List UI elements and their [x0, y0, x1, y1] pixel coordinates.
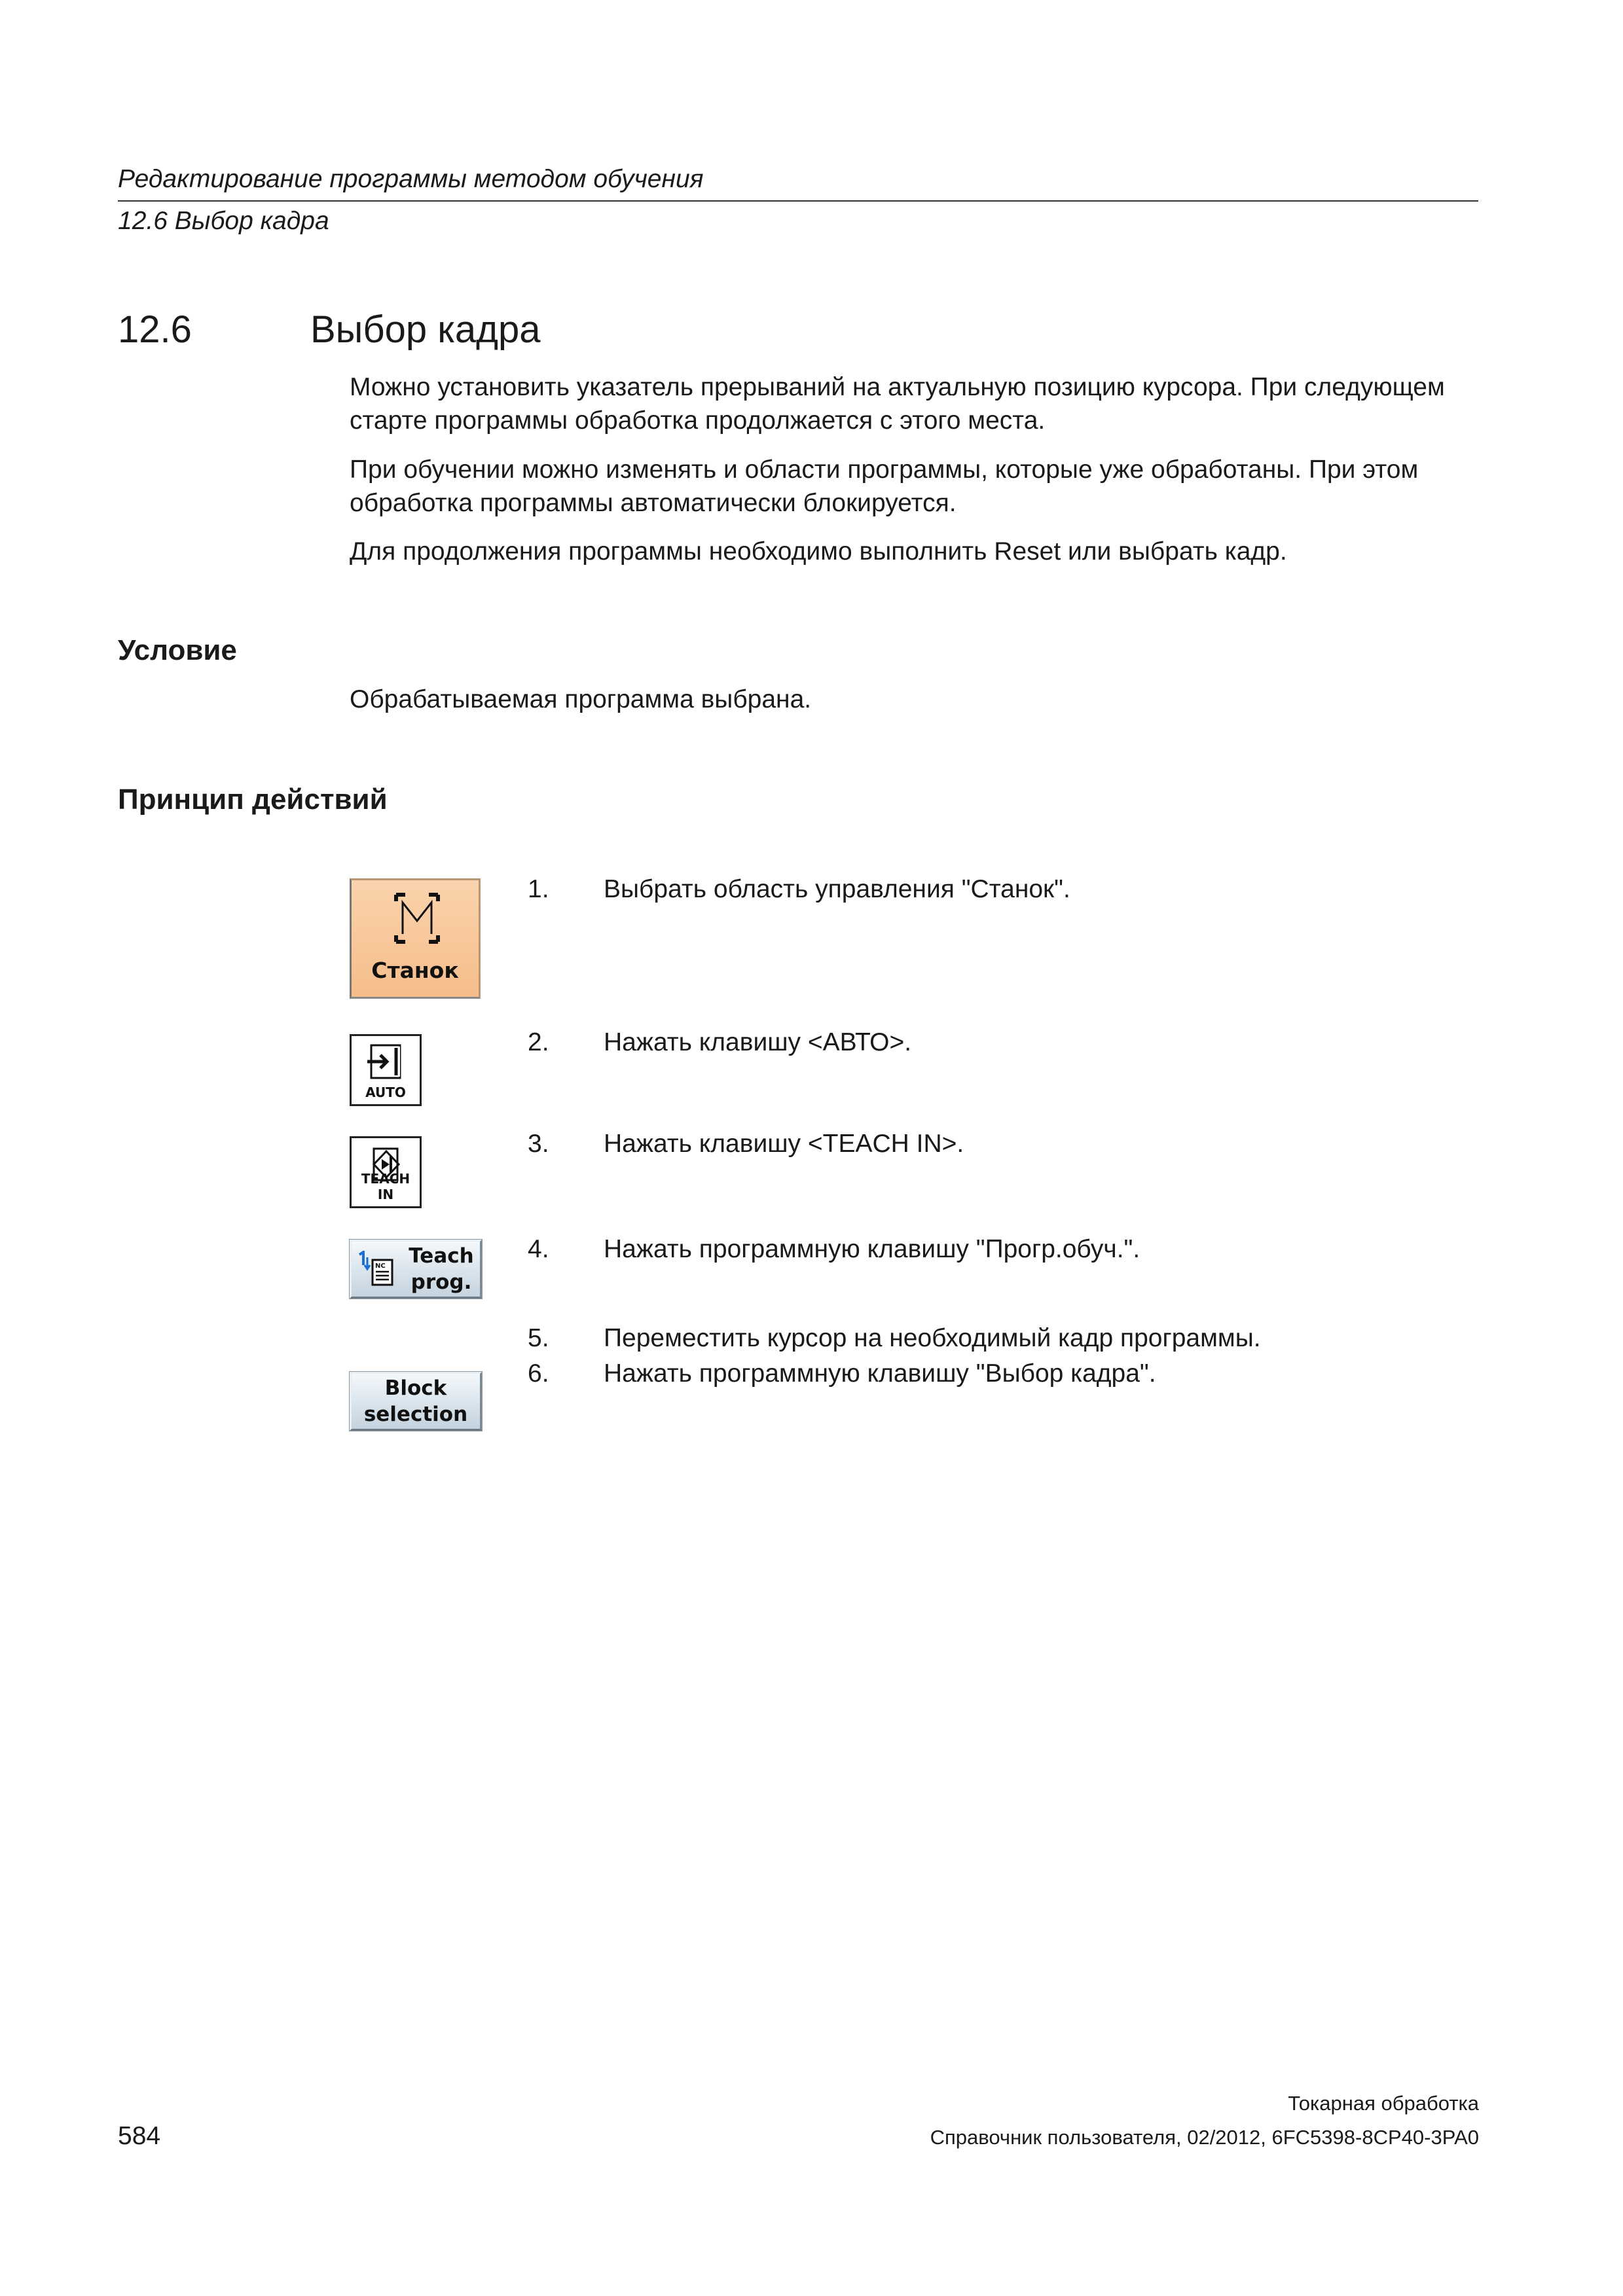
footer-manual-info: Справочник пользователя, 02/2012, 6FC5398-8CP40-3PA0 [930, 2126, 1479, 2149]
step-text-2: Нажать клавишу <АВТО>. [604, 1028, 912, 1056]
step-text-1: Выбрать область управления "Станок". [604, 875, 1070, 903]
nc-program-icon [358, 1251, 399, 1289]
condition-text: Обрабатываемая программа выбрана. [350, 685, 812, 713]
step-text-6: Нажать программную клавишу "Выбор кадра". [604, 1359, 1156, 1388]
page-number: 584 [118, 2122, 161, 2150]
step-number-3: 3. [528, 1130, 549, 1158]
intro-paragraph-1: Можно установить указатель прерываний на актуальную позицию курсора. При следующем старте программы обработка продолжается с этого места. [350, 373, 1445, 435]
footer-book-title: Токарная обработка [1288, 2092, 1479, 2115]
step-number-4: 4. [528, 1235, 549, 1263]
machine-key-label: Станок [371, 958, 459, 983]
block-selection-softkey[interactable] [350, 1372, 482, 1431]
step-number-2: 2. [528, 1028, 549, 1056]
machine-area-icon [393, 892, 441, 944]
step-number-5: 5. [528, 1324, 549, 1352]
auto-mode-icon [365, 1041, 407, 1082]
running-header-title: Редактирование программы методом обучения [118, 165, 704, 193]
step-number-6: 6. [528, 1359, 549, 1388]
teach-in-key[interactable] [350, 1136, 422, 1208]
running-header-section: 12.6 Выбор кадра [118, 207, 329, 235]
nc-badge: NC [375, 1263, 386, 1270]
condition-heading: Условие [118, 634, 237, 666]
header-rule [118, 200, 1478, 202]
intro-paragraph-3: Для продолжения программы необходимо выполнить Reset или выбрать кадр. [350, 537, 1287, 565]
teach-in-key-label: TEACH IN [361, 1171, 410, 1202]
procedure-heading: Принцип действий [118, 783, 388, 816]
machine-area-key[interactable] [350, 878, 481, 999]
step-text-5: Переместить курсор на необходимый кадр программы. [604, 1324, 1261, 1352]
auto-key-label: AUTO [365, 1085, 406, 1100]
step-text-4: Нажать программную клавишу "Прогр.обуч.". [604, 1235, 1140, 1263]
teach-prog-label: Teach prog. [409, 1244, 474, 1294]
section-number: 12.6 [118, 308, 192, 351]
teach-prog-softkey[interactable] [350, 1240, 482, 1299]
section-title: Выбор кадра [310, 308, 541, 351]
intro-paragraph-2: При обучении можно изменять и области программы, которые уже обработаны. При этом обработка программы автоматически блокируется. [350, 456, 1419, 517]
block-selection-label: Block selection [363, 1376, 468, 1426]
step-text-3: Нажать клавишу <TEACH IN>. [604, 1130, 964, 1158]
step-number-1: 1. [528, 875, 549, 903]
auto-key[interactable] [350, 1034, 422, 1106]
